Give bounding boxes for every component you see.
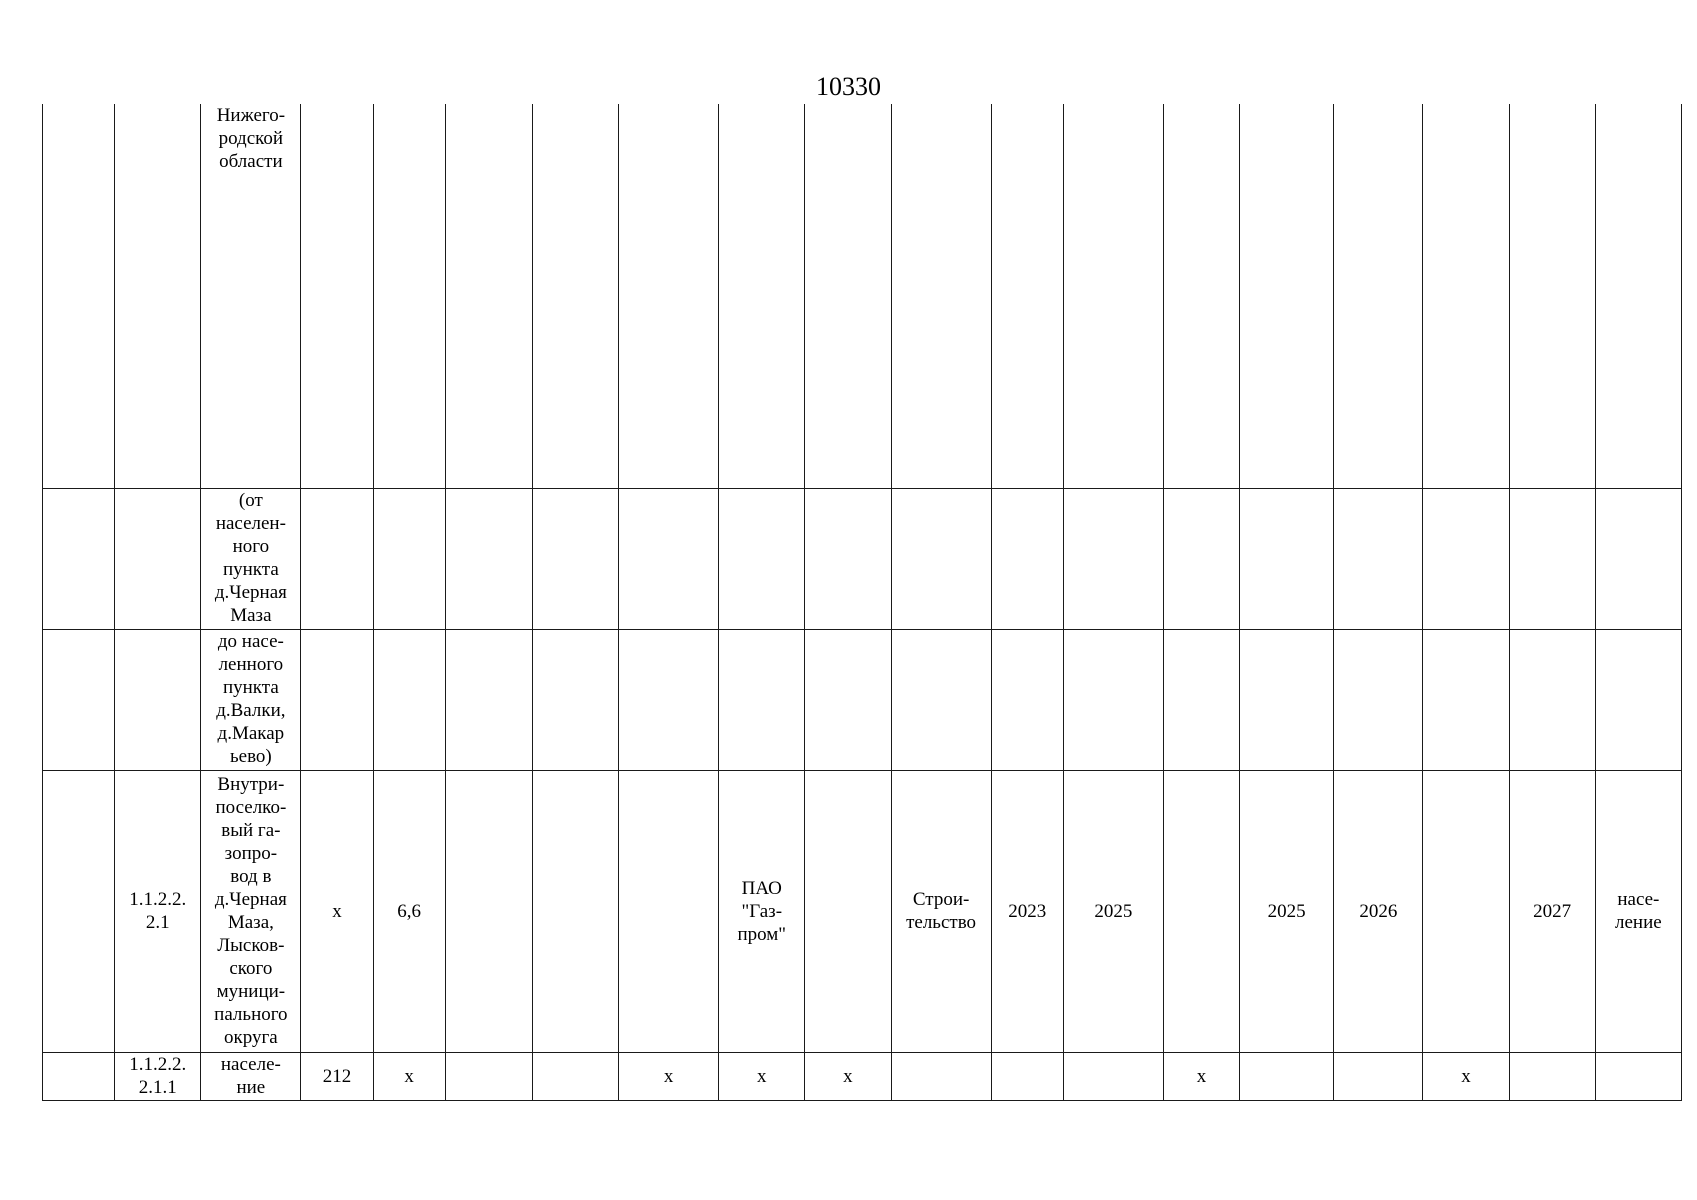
table-cell	[43, 629, 115, 770]
table-cell	[1163, 770, 1239, 1052]
table-cell	[805, 104, 891, 488]
table-cell	[619, 629, 719, 770]
table-row	[43, 104, 1682, 488]
table-cell	[1063, 629, 1163, 770]
table-cell	[1240, 1052, 1334, 1100]
page-number: 10330	[816, 72, 881, 101]
table-cell	[1595, 1052, 1681, 1100]
table-cell: Нижего- родской области	[201, 104, 301, 488]
table-cell	[805, 629, 891, 770]
table-cell	[991, 488, 1063, 629]
table-cell	[1509, 629, 1595, 770]
table-cell: населе- ние	[201, 1052, 301, 1100]
table-cell: 6,6	[373, 770, 445, 1052]
table-cell	[991, 104, 1063, 488]
table-cell	[991, 629, 1063, 770]
table-cell: до насе- ленного пункта д.Валки, д.Макар ьево)	[201, 629, 301, 770]
table-cell	[719, 488, 805, 629]
table-cell	[1509, 104, 1595, 488]
table-cell: 2025	[1240, 770, 1334, 1052]
table-row	[43, 770, 1682, 1052]
table-cell	[532, 629, 618, 770]
table-cell	[719, 104, 805, 488]
table-cell: 2026	[1334, 770, 1423, 1052]
table-cell	[43, 1052, 115, 1100]
table-cell: 2027	[1509, 770, 1595, 1052]
table-cell	[991, 1052, 1063, 1100]
table-cell: 1.1.2.2. 2.1.1	[115, 1052, 201, 1100]
table-cell: х	[805, 1052, 891, 1100]
table-cell: 212	[301, 1052, 373, 1100]
table-cell	[1334, 488, 1423, 629]
table-cell	[1334, 104, 1423, 488]
table-cell	[445, 488, 532, 629]
table-cell	[43, 488, 115, 629]
table-cell	[619, 770, 719, 1052]
table-cell	[1423, 488, 1509, 629]
table-cell	[619, 488, 719, 629]
table-cell	[115, 488, 201, 629]
table-cell	[532, 770, 618, 1052]
table-cell	[805, 488, 891, 629]
table-cell	[43, 770, 115, 1052]
table-cell	[373, 629, 445, 770]
table-cell: Строи- тельство	[891, 770, 991, 1052]
table-cell	[1423, 629, 1509, 770]
table-cell	[1595, 104, 1681, 488]
table-cell	[301, 488, 373, 629]
table-cell: насе- ление	[1595, 770, 1681, 1052]
table-cell: х	[1163, 1052, 1239, 1100]
table-cell: Внутри- поселко- вый га- зопро- вод в д.Черная Маза, Лысков- ского муници- пального округа	[201, 770, 301, 1052]
table-cell	[1423, 104, 1509, 488]
table-cell	[891, 488, 991, 629]
table-cell	[891, 629, 991, 770]
table-row	[43, 1052, 1682, 1100]
table-cell	[532, 488, 618, 629]
table-cell: х	[619, 1052, 719, 1100]
table-cell	[445, 629, 532, 770]
table-cell	[891, 1052, 991, 1100]
table-cell	[373, 488, 445, 629]
table-cell	[891, 104, 991, 488]
table-cell	[445, 770, 532, 1052]
table-cell	[1240, 629, 1334, 770]
table-cell	[1163, 104, 1239, 488]
table-cell	[43, 104, 115, 488]
table-cell: х	[719, 1052, 805, 1100]
table-row	[43, 629, 1682, 770]
table-cell: х	[373, 1052, 445, 1100]
table-cell	[532, 1052, 618, 1100]
table-cell	[1063, 488, 1163, 629]
table-cell	[1595, 629, 1681, 770]
table-cell	[1240, 488, 1334, 629]
table-cell: х	[1423, 1052, 1509, 1100]
table-cell	[445, 104, 532, 488]
table-cell	[1240, 104, 1334, 488]
table-cell	[532, 104, 618, 488]
table-cell	[619, 104, 719, 488]
table-cell	[373, 104, 445, 488]
table-cell	[1334, 1052, 1423, 1100]
table-cell	[1595, 488, 1681, 629]
table-cell: х	[301, 770, 373, 1052]
table-cell: (от населен- ного пункта д.Черная Маза	[201, 488, 301, 629]
table-cell	[719, 629, 805, 770]
table-row	[43, 488, 1682, 629]
table-cell: 1.1.2.2. 2.1	[115, 770, 201, 1052]
document-table	[42, 104, 1682, 1101]
table-cell	[1509, 1052, 1595, 1100]
table-cell	[115, 104, 201, 488]
table-cell: 2023	[991, 770, 1063, 1052]
table-cell	[1063, 1052, 1163, 1100]
table-cell	[1509, 488, 1595, 629]
table-cell	[301, 629, 373, 770]
table-cell	[1423, 770, 1509, 1052]
table-cell	[445, 1052, 532, 1100]
table-cell	[1334, 629, 1423, 770]
table-cell	[301, 104, 373, 488]
table-cell: 2025	[1063, 770, 1163, 1052]
table-cell	[1163, 629, 1239, 770]
table-cell	[115, 629, 201, 770]
table-cell	[1163, 488, 1239, 629]
table-cell	[805, 770, 891, 1052]
table-cell: ПАО "Газ- пром"	[719, 770, 805, 1052]
table-cell	[1063, 104, 1163, 488]
